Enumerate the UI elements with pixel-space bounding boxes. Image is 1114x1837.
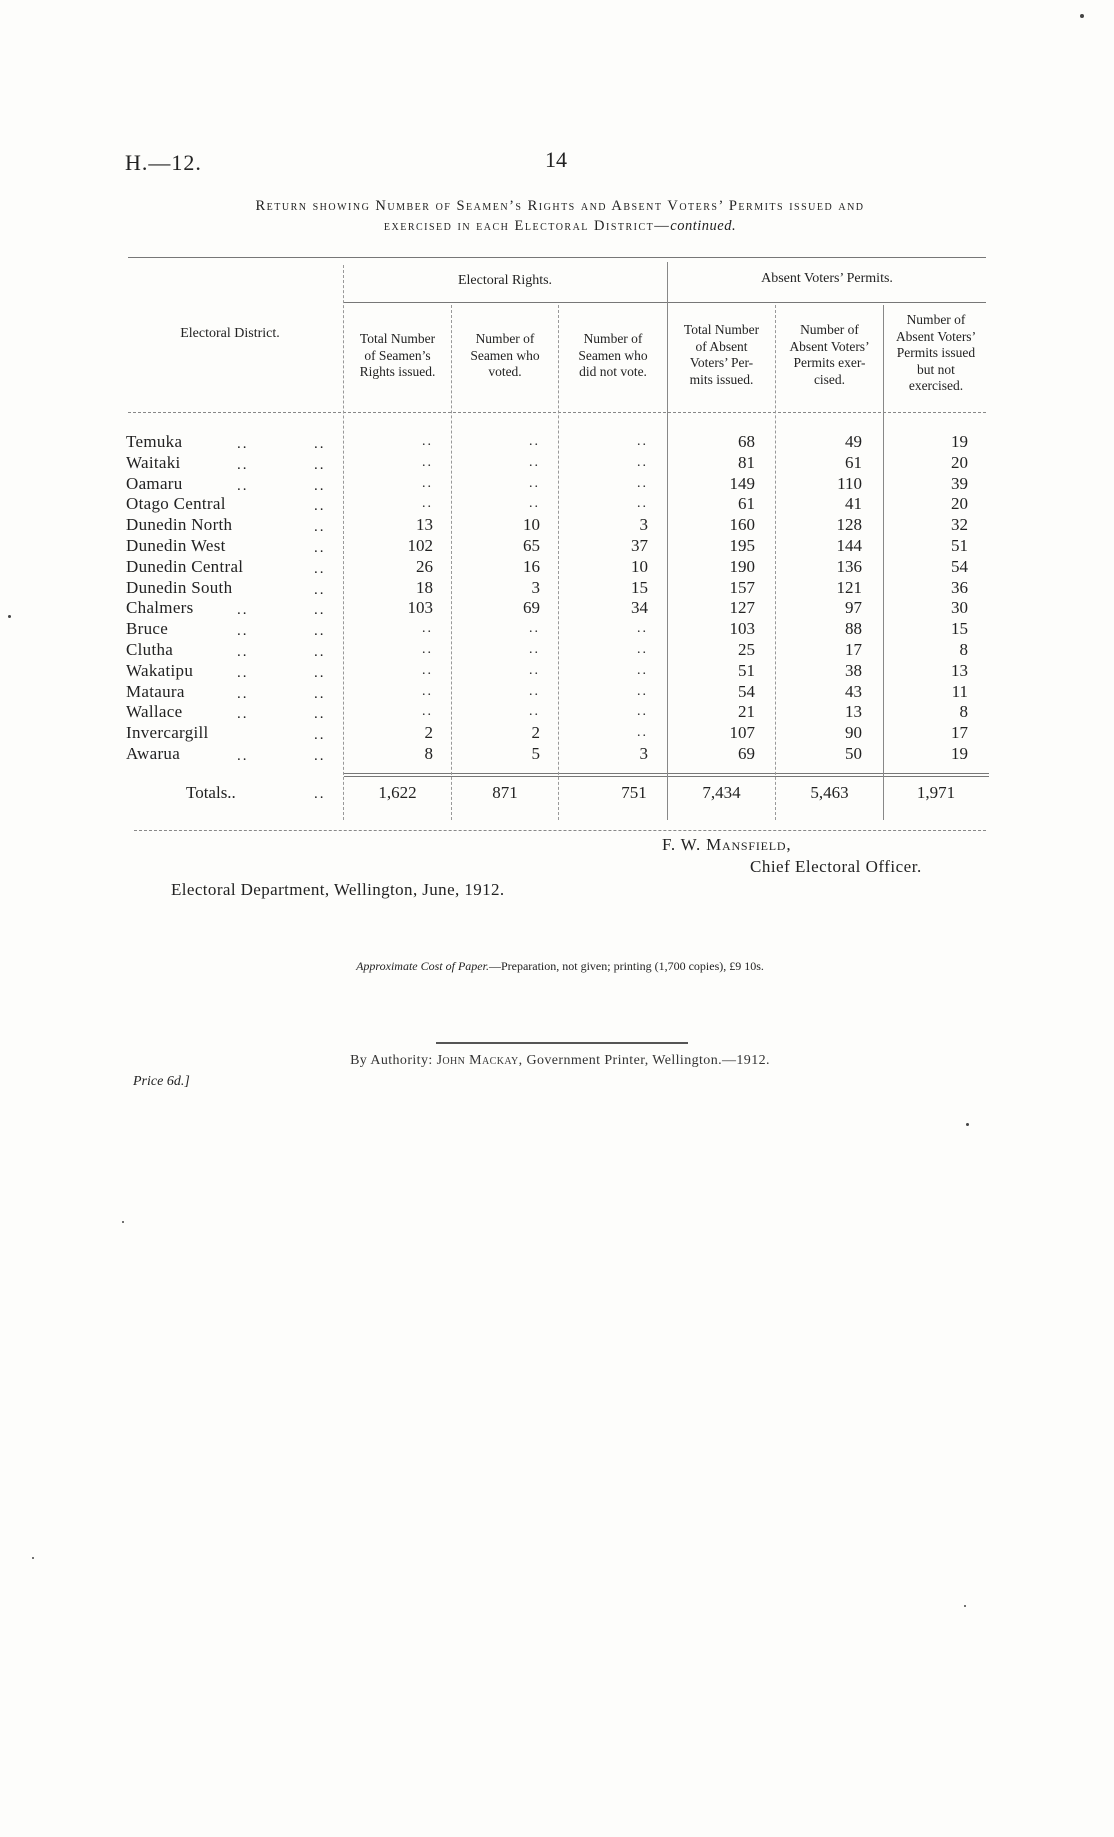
cell-permits-exercised: 121: [836, 577, 862, 597]
cell-seamen-rights-issued: ..: [422, 434, 433, 449]
cell-seamen-voted: ..: [529, 642, 540, 657]
column-header-seamen-not-voted: [559, 331, 667, 381]
totals-label: Totals..: [186, 783, 236, 802]
cell-seamen-rights-issued: ..: [422, 683, 433, 699]
cell-permits-not-exercised: 8: [959, 702, 968, 722]
district-name: Waitaki: [126, 452, 181, 472]
document-reference: H.—12.: [125, 150, 202, 175]
district-name: Wallace: [126, 702, 183, 722]
leader-dots: ..: [237, 602, 249, 619]
total-seamen-rights-issued: 1,622: [378, 783, 417, 802]
department-line: Electoral Department, Wellington, June, 1912.: [171, 880, 505, 899]
leader-dots: ..: [237, 436, 249, 452]
leader-dots: ..: [237, 664, 249, 681]
column-header-seamen-rights-issued: [344, 331, 451, 381]
leader-dots: ..: [314, 706, 326, 723]
cell-seamen-voted: 2: [531, 723, 540, 743]
cell-permits-exercised: 49: [845, 432, 862, 451]
signatory-title: Chief Electoral Officer.: [750, 857, 922, 876]
cell-seamen-not-voted: ..: [637, 683, 648, 699]
cell-permits-not-exercised: 20: [951, 494, 968, 514]
cell-seamen-rights-issued: 2: [424, 723, 433, 743]
column-divider: [451, 305, 452, 820]
leader-dots: ..: [237, 685, 249, 702]
leader-dots: ..: [314, 727, 326, 744]
cell-seamen-voted: 69: [523, 598, 540, 618]
cell-permits-issued: 107: [729, 723, 755, 743]
column-header-permits-issued: [668, 322, 775, 388]
header-line: Number of: [583, 331, 643, 346]
cell-permits-not-exercised: 17: [951, 723, 968, 743]
cell-permits-not-exercised: 36: [951, 577, 968, 597]
cell-permits-issued: 160: [729, 515, 755, 535]
cell-seamen-rights-issued: 102: [407, 536, 433, 555]
cell-seamen-rights-issued: ..: [422, 454, 433, 470]
cell-permits-exercised: 128: [836, 515, 862, 535]
cell-seamen-rights-issued: ..: [422, 662, 433, 678]
cell-permits-issued: 190: [729, 556, 755, 576]
cost-text: —Preparation, not given; printing (1,700 copies), £9 10s.: [488, 959, 764, 973]
header-line: Permits issued: [896, 345, 976, 360]
cell-seamen-voted: ..: [529, 704, 540, 720]
cell-seamen-not-voted: ..: [637, 725, 648, 741]
signatory-name: [662, 835, 791, 855]
price-note: Price 6d.]: [133, 1074, 190, 1089]
cell-seamen-rights-issued: 8: [424, 744, 433, 763]
group-header-absent-permits: Absent Voters’ Permits.: [761, 271, 893, 286]
header-line: Permits exer-: [793, 355, 866, 370]
cell-seamen-rights-issued: ..: [422, 704, 433, 720]
leader-dots: ..: [237, 706, 249, 723]
leader-dots: ..: [314, 498, 326, 515]
leader-dots: ..: [314, 644, 326, 660]
district-name: Clutha: [126, 640, 174, 659]
cell-permits-exercised: 17: [845, 640, 862, 659]
cell-seamen-not-voted: 34: [631, 598, 648, 618]
cell-seamen-voted: ..: [529, 621, 540, 637]
scan-speck: [32, 1557, 34, 1559]
leader-dots: ..: [314, 623, 326, 640]
cell-seamen-voted: 3: [531, 577, 540, 597]
cell-permits-not-exercised: 19: [951, 432, 968, 451]
cell-seamen-rights-issued: ..: [422, 496, 433, 512]
cell-permits-not-exercised: 54: [951, 556, 968, 576]
header-line: mits issued.: [689, 371, 754, 387]
district-name: Wakatipu: [126, 660, 194, 680]
leader-dots: ..: [237, 477, 249, 494]
header-line: Voters’ Per-: [689, 355, 754, 370]
cell-permits-not-exercised: 51: [951, 536, 968, 555]
district-name: Dunedin North: [126, 515, 233, 535]
district-name: Invercargill: [126, 723, 209, 743]
header-line: Seamen who: [578, 347, 648, 363]
cell-seamen-not-voted: 3: [639, 515, 648, 535]
cell-permits-issued: 195: [729, 536, 755, 555]
district-name: Bruce: [126, 619, 169, 639]
header-line: but not: [917, 361, 955, 377]
cell-permits-issued: 68: [738, 432, 755, 451]
cell-seamen-voted: 65: [523, 536, 540, 555]
leader-dots: ..: [314, 786, 326, 802]
cell-seamen-not-voted: ..: [637, 621, 648, 637]
cell-permits-exercised: 43: [845, 681, 862, 701]
cell-permits-issued: 61: [738, 494, 755, 514]
cell-seamen-voted: 5: [531, 744, 540, 763]
cell-permits-exercised: 38: [845, 660, 862, 680]
cell-permits-exercised: 110: [837, 473, 862, 493]
header-line: of Seamen’s: [364, 347, 431, 363]
cell-permits-exercised: 97: [845, 598, 862, 618]
authority-prefix: By Authority:: [350, 1053, 437, 1068]
leader-dots: ..: [314, 748, 326, 764]
column-divider: [558, 305, 559, 820]
cell-seamen-not-voted: 3: [639, 744, 648, 763]
column-header-seamen-voted: [452, 331, 558, 381]
cell-seamen-voted: ..: [529, 454, 540, 470]
group-divider-rule: [344, 302, 986, 303]
cell-permits-issued: 54: [738, 681, 755, 701]
cell-seamen-voted: ..: [529, 496, 540, 512]
cell-seamen-rights-issued: ..: [422, 475, 433, 491]
cell-permits-not-exercised: 39: [951, 473, 968, 493]
leader-dots: ..: [314, 436, 326, 452]
leader-dots: ..: [237, 623, 249, 640]
printer-name: John Mackay: [436, 1053, 519, 1068]
cell-permits-exercised: 90: [845, 723, 862, 743]
printer-authority-line: [200, 1053, 920, 1069]
scan-speck: [964, 1605, 966, 1607]
total-permits-exercised: 5,463: [810, 783, 849, 802]
header-line: cised.: [813, 371, 846, 387]
district-name: Dunedin West: [126, 536, 226, 555]
cell-seamen-rights-issued: ..: [422, 621, 433, 637]
cell-permits-issued: 149: [729, 473, 755, 493]
cell-seamen-not-voted: 37: [631, 536, 648, 555]
total-permits-issued: 7,434: [702, 783, 741, 802]
district-name: Mataura: [126, 681, 185, 701]
district-name: Oamaru: [126, 473, 183, 493]
leader-dots: ..: [314, 685, 326, 702]
district-name: Temuka: [126, 432, 183, 451]
cell-seamen-voted: ..: [529, 683, 540, 699]
column-header-permits-exercised: [776, 322, 883, 388]
cell-permits-issued: 81: [738, 452, 755, 472]
cell-permits-not-exercised: 13: [951, 660, 968, 680]
title-continued: continued.: [670, 218, 737, 234]
cell-permits-exercised: 41: [845, 494, 862, 514]
leader-dots: ..: [314, 477, 326, 494]
cell-seamen-rights-issued: 26: [416, 556, 433, 576]
leader-dots: ..: [237, 456, 249, 473]
cell-seamen-not-voted: 15: [631, 577, 648, 597]
cell-permits-exercised: 50: [845, 744, 862, 763]
leader-dots: ..: [314, 664, 326, 681]
group-header-electoral-rights: Electoral Rights.: [457, 273, 553, 288]
header-line: Total Number: [683, 322, 760, 337]
cell-seamen-not-voted: ..: [637, 662, 648, 678]
cell-permits-issued: 25: [738, 640, 755, 659]
cell-permits-not-exercised: 11: [951, 681, 968, 701]
cell-seamen-voted: 10: [523, 515, 540, 535]
cell-permits-issued: 51: [738, 660, 755, 680]
header-line: did not vote.: [579, 364, 647, 379]
table-title-line-2: [120, 218, 1000, 235]
cell-permits-not-exercised: 8: [959, 640, 968, 659]
page-number: 14: [545, 147, 567, 172]
header-line: Rights issued.: [359, 364, 436, 379]
table-bottom-rule: [134, 830, 986, 831]
header-line: Absent Voters’: [789, 338, 870, 354]
cell-permits-exercised: 88: [845, 619, 862, 639]
total-permits-not-exercised: 1,971: [916, 783, 956, 802]
leader-dots: ..: [314, 560, 326, 577]
leader-dots: ..: [237, 748, 249, 764]
column-header-permits-not-exercised: [884, 312, 988, 395]
leader-dots: ..: [237, 644, 249, 660]
cell-seamen-not-voted: ..: [637, 704, 648, 720]
cell-seamen-not-voted: ..: [637, 642, 648, 657]
cell-permits-not-exercised: 30: [951, 598, 968, 618]
leader-dots: ..: [314, 540, 326, 556]
leader-dots: ..: [314, 456, 326, 473]
title-line-2-text: exercised in each Electoral District—: [383, 218, 671, 234]
header-line: of Absent: [695, 338, 748, 354]
cell-seamen-not-voted: ..: [637, 475, 648, 491]
cell-seamen-voted: ..: [529, 662, 540, 678]
scan-speck: [966, 1123, 969, 1126]
signatory-surname: Mansfield,: [706, 835, 792, 854]
signatory-initials: F. W.: [662, 835, 707, 854]
cell-permits-exercised: 136: [836, 556, 862, 576]
header-line: Number of: [800, 322, 859, 337]
district-name: Dunedin Central: [126, 556, 244, 576]
cell-seamen-not-voted: ..: [637, 454, 648, 470]
leader-dots: ..: [314, 519, 326, 536]
cell-permits-issued: 127: [729, 598, 755, 618]
cell-seamen-rights-issued: 13: [416, 515, 433, 535]
scan-speck: [8, 615, 11, 618]
cell-seamen-not-voted: 10: [631, 556, 648, 576]
cell-permits-not-exercised: 32: [951, 515, 968, 535]
cell-permits-issued: 21: [738, 702, 755, 722]
cost-note: [200, 959, 920, 974]
header-line: Total Number: [359, 331, 436, 346]
total-seamen-voted: 871: [492, 783, 518, 802]
cell-seamen-not-voted: ..: [637, 434, 648, 449]
cell-permits-exercised: 13: [845, 702, 862, 722]
cell-seamen-voted: ..: [529, 434, 540, 449]
cell-seamen-rights-issued: 18: [416, 577, 433, 597]
header-line: Number of: [475, 331, 535, 346]
cell-seamen-rights-issued: 103: [407, 598, 433, 618]
district-name: Awarua: [126, 744, 181, 763]
cell-permits-not-exercised: 20: [951, 452, 968, 472]
cell-seamen-rights-issued: ..: [422, 642, 433, 657]
cell-permits-not-exercised: 15: [951, 619, 968, 639]
cell-seamen-voted: 16: [523, 556, 540, 576]
scan-speck: [122, 1221, 124, 1223]
footer-rule: [436, 1042, 688, 1044]
district-name: Chalmers: [126, 598, 194, 618]
cell-permits-exercised: 61: [845, 452, 862, 472]
header-line: Absent Voters’: [895, 328, 977, 344]
cell-seamen-voted: ..: [529, 475, 540, 491]
district-name: Dunedin South: [126, 577, 233, 597]
cell-permits-issued: 157: [729, 577, 755, 597]
leader-dots: ..: [314, 602, 326, 619]
column-header-district: Electoral District.: [180, 326, 280, 341]
table-title-line-1: Return showing Number of Seamen’s Rights and Absent Voters’ Permits issued and: [255, 198, 865, 214]
leader-dots: ..: [314, 581, 326, 598]
header-line: Seamen who: [470, 347, 540, 363]
table-top-rule: [128, 257, 986, 258]
cell-permits-exercised: 144: [836, 536, 862, 555]
scan-speck: [1080, 14, 1084, 18]
cost-label: Approximate Cost of Paper.: [356, 959, 489, 973]
cell-permits-issued: 69: [738, 744, 755, 763]
authority-suffix: , Government Printer, Wellington.—1912.: [518, 1053, 770, 1068]
cell-permits-not-exercised: 19: [951, 744, 968, 763]
header-line: voted.: [488, 364, 522, 379]
header-line: exercised.: [908, 378, 964, 393]
total-seamen-not-voted: 751: [621, 783, 647, 802]
cell-seamen-not-voted: ..: [637, 496, 648, 512]
cell-permits-issued: 103: [729, 619, 755, 639]
district-name: Otago Central: [126, 494, 226, 514]
header-line: Number of: [906, 312, 966, 327]
header-bottom-rule: [128, 412, 986, 413]
